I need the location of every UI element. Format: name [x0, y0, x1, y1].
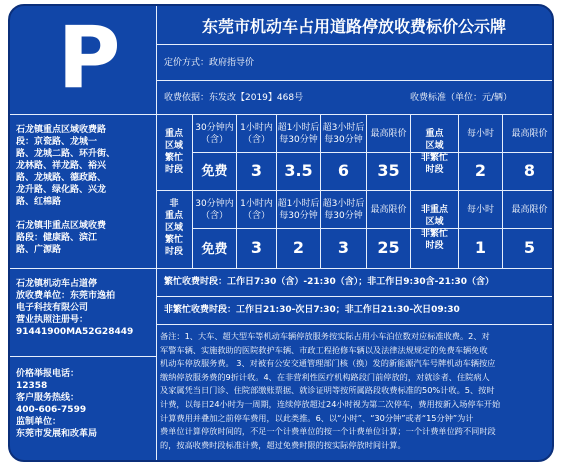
- key-nonbusy-label: 重点 区域 非繁忙 时段: [420, 129, 448, 175]
- nonkey-value-over3h: 3: [337, 238, 350, 257]
- key-value-over3h: 6: [337, 161, 350, 180]
- pricing-basis: 收费依据：东发改【2019】468号: [164, 93, 304, 103]
- key-value-1h: 3: [250, 161, 263, 180]
- busy-time-text: 繁忙收费时段：工作日7:30（含）-21:30（含）；非工作日9:30含-21:30（含）: [164, 277, 495, 287]
- divider: [192, 152, 554, 153]
- parking-p-logo: P: [57, 8, 121, 108]
- nonkey-header-1h: 1小时内（含）: [240, 199, 273, 221]
- key-header-over3h: 超3小时后每30分钟: [322, 123, 365, 145]
- parking-fee-sign: [8, 4, 554, 462]
- divider: [156, 80, 554, 81]
- divider: [156, 324, 554, 325]
- nonkey-value-1h: 3: [250, 238, 263, 257]
- divider: [10, 114, 156, 115]
- nonkey-header-30min: 30分钟内（含）: [195, 199, 234, 221]
- key-header-30min: 30分钟内（含）: [195, 123, 234, 145]
- nonkey-header-over3h: 超3小时后每30分钟: [322, 199, 365, 221]
- nonkey-nonbusy-value-max: 5: [523, 238, 536, 257]
- divider: [192, 228, 554, 229]
- divider: [156, 190, 554, 191]
- divider: [156, 114, 554, 115]
- key-nonbusy-header-max: 最高限价: [511, 129, 548, 139]
- key-nonbusy-value-max: 8: [523, 161, 536, 180]
- key-header-max: 最高限价: [370, 129, 407, 139]
- key-header-1h: 1小时内（含）: [240, 123, 273, 145]
- nonkey-busy-label: 非 重点 区域 繁忙 时段: [164, 199, 183, 257]
- nonkey-header-max: 最高限价: [370, 205, 407, 215]
- nonkey-value-max: 25: [377, 238, 400, 257]
- divider: [10, 356, 156, 357]
- nonkey-roads-text: 石龙镇非重点区域收费 路段：健康路、滨江 路、广源路: [16, 221, 107, 255]
- nonkey-nonbusy-header-hour: 每小时: [466, 205, 494, 215]
- nonbusy-time-text: 非繁忙收费时段：工作日21:30-次日7:30；非工作日21:30-次日09:30: [164, 305, 460, 315]
- sign-title: 东莞市机动车占用道路停放收费标价公示牌: [201, 17, 506, 36]
- divider: [156, 44, 554, 45]
- key-value-over1h: 3.5: [284, 161, 313, 180]
- divider: [156, 268, 554, 269]
- nonkey-header-over1h: 超1小时后每30分钟: [277, 199, 320, 221]
- nonkey-nonbusy-label: 非重点 区域 非繁忙 时段: [420, 205, 448, 251]
- key-value-max: 35: [377, 161, 400, 180]
- nonkey-nonbusy-value-hour: 1: [474, 238, 487, 257]
- pricing-standard: 收费标准（单位：元/辆）: [410, 93, 513, 103]
- key-header-over1h: 超1小时后每30分钟: [277, 123, 320, 145]
- key-busy-label: 重点 区域 繁忙 时段: [164, 129, 183, 175]
- pricing-method: 定价方式：政府指导价: [164, 58, 255, 68]
- notes-text: 备注：1、大车、超大型车等机动车辆停放服务按实际占用小车泊位数对应标准收费。2、对 军警车辆、实施救助的医院救护车辆、市政工程抢修车辆以及法律法规规定的免费车辆免收 机动车停放服务费。 3、对被有公安交通管理部门核（换）发的新能源汽车号牌机动车辆按应 缴纳停放服务费的9折计收。4、在非营利性医疗机构路段门前停放的，对就诊者、住院病人 及家属凭当日门诊、住院部缴账票据、就诊证明等按所属路段收费标准的50%计收。5、按时 计费，以每日24小时为一周期，连续停放超过24小时视为第二次停车，费用按新入场停车开始 计算费用并叠加之前停车费用，以此类推。6、以“小时”、“30分钟”或者“15分钟”为计 费单位计算停放时间的，不足一个计费单位的按一个计费单位计算；一个计费单位跨不同时段 的，按高收费时段标准计费，超过免费时限的按实际停放时间计算。: [160, 331, 501, 450]
- operator-text: 石龙镇机动车占道停 放收费单位：东莞市逸柏 电子科技有限公司 营业执照注册号： 91441900MA52G28449: [16, 279, 134, 337]
- key-nonbusy-header-hour: 每小时: [466, 129, 494, 139]
- divider: [10, 268, 156, 269]
- key-roads-text: 石龙镇重点区域收费路 段：京瓷路、龙城一 路、龙城二路、环升街、 龙林路、祥龙路、裕兴 路、龙城路、德政路、 龙升路、绿化路、兴龙 路、红棉路: [16, 125, 116, 207]
- contact-text: 价格举报电话： 12358 客户服务热线： 400-606-7599 监制单位： 东莞市发展和改革局: [16, 369, 98, 439]
- nonkey-nonbusy-header-max: 最高限价: [511, 205, 548, 215]
- key-value-30min: 免费: [201, 164, 228, 179]
- divider: [156, 296, 554, 297]
- nonkey-value-over1h: 2: [292, 238, 305, 257]
- key-nonbusy-value-hour: 2: [474, 161, 487, 180]
- nonkey-value-30min: 免费: [201, 242, 228, 257]
